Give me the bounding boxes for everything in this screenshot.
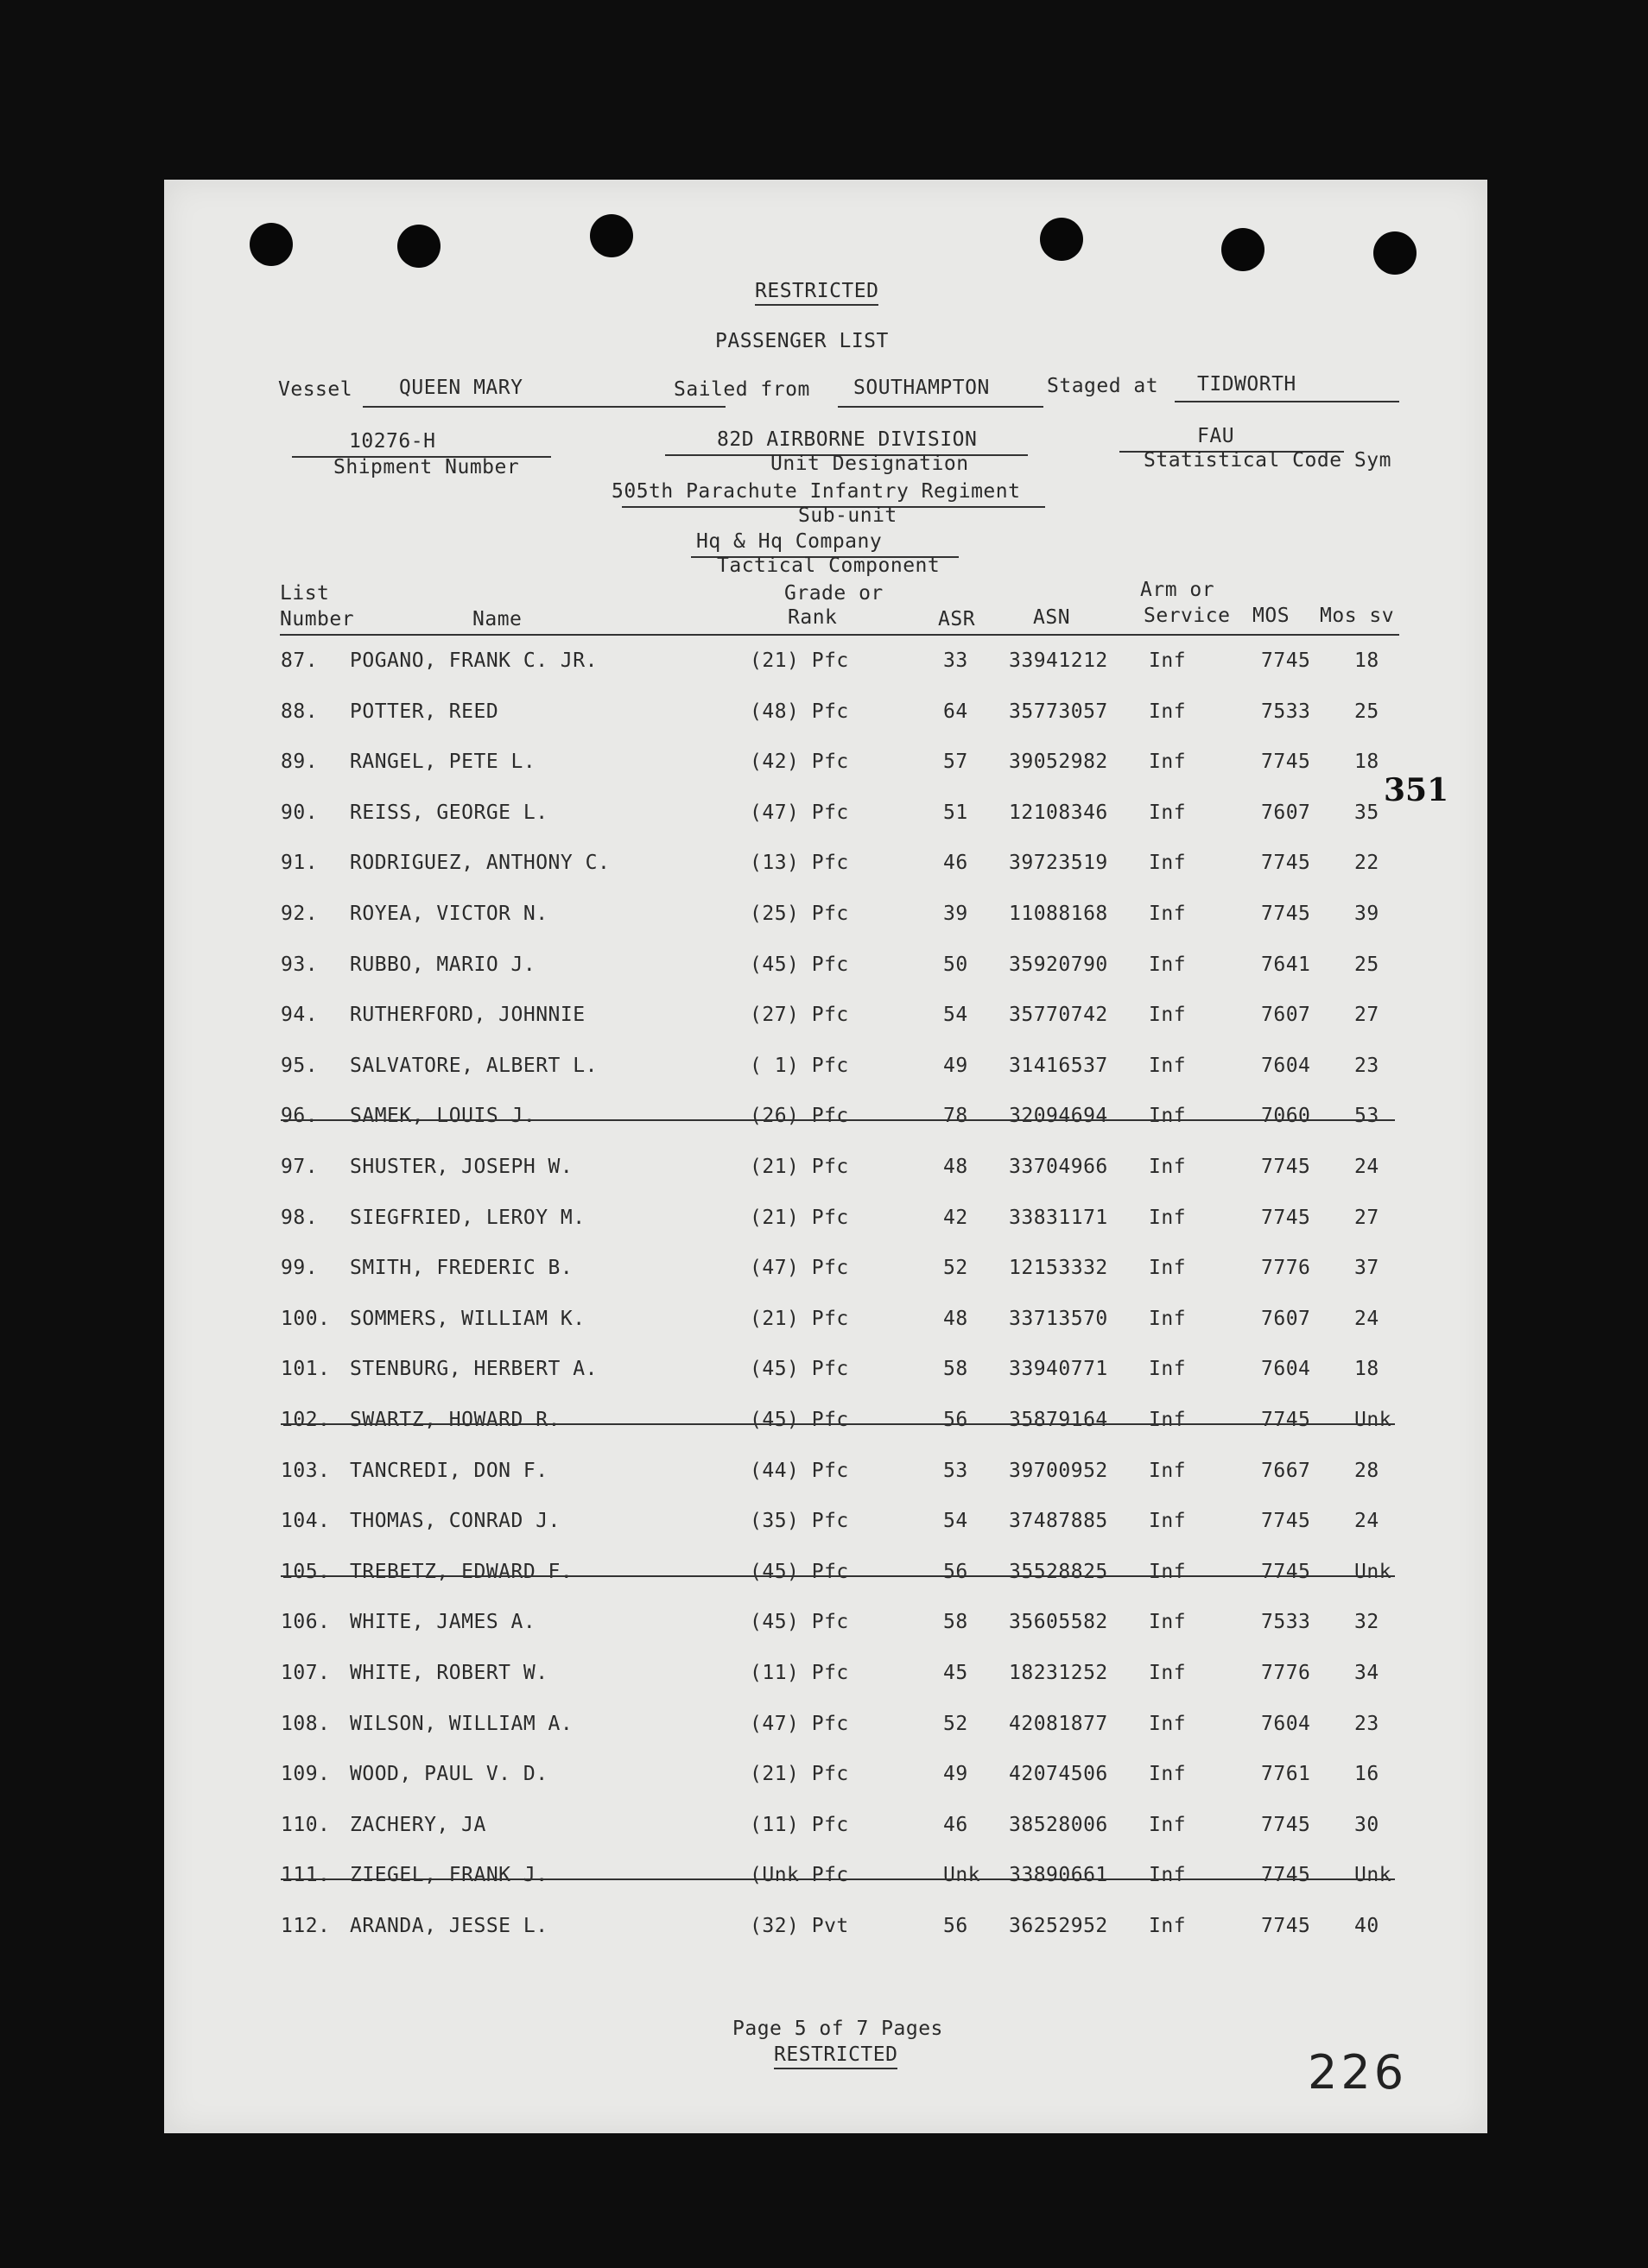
grade-rank: (32) Pvt	[750, 1915, 849, 1937]
asr-value: 51	[943, 801, 968, 824]
mos-value: 7745	[1261, 903, 1311, 925]
asr-value: 64	[943, 700, 968, 723]
asr-value: 56	[943, 1915, 968, 1937]
table-row	[164, 1561, 1487, 1595]
mos-service: 22	[1354, 852, 1379, 875]
code-value: FAU	[1197, 425, 1235, 447]
grade-rank: (11) Pfc	[750, 1813, 849, 1836]
asr-value: 56	[943, 1409, 968, 1431]
passenger-name: TREBETZ, EDWARD F.	[350, 1560, 574, 1583]
asn-value: 32094694	[1009, 1105, 1108, 1128]
asr-value: 58	[943, 1611, 968, 1634]
strikethrough-line	[281, 1575, 1395, 1577]
code-label: Statistical Code Sym	[1144, 449, 1391, 472]
punch-hole	[590, 214, 633, 257]
mos-service: 39	[1354, 903, 1379, 925]
asr-value: 46	[943, 1813, 968, 1836]
arm-service: Inf	[1149, 1864, 1187, 1887]
list-number: 103.	[281, 1459, 331, 1482]
passenger-name: SMITH, FREDERIC B.	[350, 1257, 574, 1280]
asn-value: 35770742	[1009, 1004, 1108, 1027]
asr-value: 42	[943, 1206, 968, 1229]
arm-service: Inf	[1149, 1611, 1187, 1634]
passenger-name: ZACHERY, JA	[350, 1813, 486, 1836]
mos-value: 7604	[1261, 1358, 1311, 1381]
punch-hole	[397, 225, 441, 268]
mos-value: 7745	[1261, 1206, 1311, 1229]
list-number: 97.	[281, 1156, 319, 1178]
mos-value: 7745	[1261, 751, 1311, 774]
list-number: 92.	[281, 903, 319, 925]
staged-underline	[1175, 401, 1399, 402]
mos-value: 7761	[1261, 1763, 1311, 1786]
list-number: 89.	[281, 751, 319, 774]
mos-service: 32	[1354, 1611, 1379, 1634]
passenger-name: SALVATORE, ALBERT L.	[350, 1054, 598, 1077]
mos-value: 7667	[1261, 1459, 1311, 1482]
col-mos: MOS	[1252, 605, 1290, 627]
arm-service: Inf	[1149, 1358, 1187, 1381]
table-row	[164, 852, 1487, 886]
table-row	[164, 700, 1487, 735]
arm-service: Inf	[1149, 700, 1187, 723]
grade-rank: (45) Pfc	[750, 953, 849, 976]
mos-value: 7607	[1261, 1004, 1311, 1027]
sailed-label: Sailed from	[674, 378, 810, 401]
unit-label: Unit Designation	[770, 453, 969, 475]
list-number: 105.	[281, 1560, 331, 1583]
asn-value: 42081877	[1009, 1712, 1108, 1735]
asn-value: 35773057	[1009, 700, 1108, 723]
tactical-label: Tactical Component	[717, 554, 941, 577]
table-row	[164, 953, 1487, 988]
passenger-name: RANGEL, PETE L.	[350, 751, 536, 774]
asr-value: 50	[943, 953, 968, 976]
asn-value: 42074506	[1009, 1763, 1108, 1786]
table-row	[164, 1105, 1487, 1139]
asr-value: 54	[943, 1510, 968, 1533]
punch-hole	[250, 223, 293, 266]
col-arm-2: Service	[1144, 605, 1231, 627]
classification-bottom: RESTRICTED	[774, 2043, 897, 2069]
asn-value: 33713570	[1009, 1307, 1108, 1330]
grade-rank: (21) Pfc	[750, 1307, 849, 1330]
passenger-name: RUTHERFORD, JOHNNIE	[350, 1004, 586, 1027]
list-number: 88.	[281, 700, 319, 723]
asn-value: 31416537	[1009, 1054, 1108, 1077]
sailed-value: SOUTHAMPTON	[853, 377, 990, 399]
arm-service: Inf	[1149, 1712, 1187, 1735]
mos-value: 7607	[1261, 801, 1311, 824]
grade-rank: (Unk Pfc	[750, 1864, 849, 1887]
table-row	[164, 1055, 1487, 1089]
mos-value: 7745	[1261, 1560, 1311, 1583]
grade-rank: (21) Pfc	[750, 649, 849, 672]
asr-value: 56	[943, 1560, 968, 1583]
grade-rank: (21) Pfc	[750, 1206, 849, 1229]
grade-rank: (11) Pfc	[750, 1662, 849, 1684]
grade-rank: (27) Pfc	[750, 1004, 849, 1027]
shipment-label: Shipment Number	[333, 456, 520, 478]
asn-value: 33831171	[1009, 1206, 1108, 1229]
grade-rank: (45) Pfc	[750, 1560, 849, 1583]
arm-service: Inf	[1149, 953, 1187, 976]
asr-value: 33	[943, 649, 968, 672]
asn-value: 35879164	[1009, 1409, 1108, 1431]
mos-service: Unk	[1354, 1409, 1392, 1431]
unit-value: 82D AIRBORNE DIVISION	[717, 428, 978, 451]
asr-value: 46	[943, 852, 968, 875]
asn-value: 12108346	[1009, 801, 1108, 824]
col-name: Name	[472, 608, 523, 630]
table-row	[164, 1864, 1487, 1898]
asr-value: 45	[943, 1662, 968, 1684]
table-row	[164, 1713, 1487, 1747]
arm-service: Inf	[1149, 1560, 1187, 1583]
arm-service: Inf	[1149, 649, 1187, 672]
col-arm-1: Arm or	[1140, 579, 1215, 601]
asn-value: 35920790	[1009, 953, 1108, 976]
document-page	[164, 180, 1487, 2133]
mos-service: 16	[1354, 1763, 1379, 1786]
col-asr: ASR	[938, 608, 976, 630]
passenger-name: SHUSTER, JOSEPH W.	[350, 1156, 574, 1178]
mos-service: 23	[1354, 1054, 1379, 1077]
grade-rank: (47) Pfc	[750, 801, 849, 824]
staged-label: Staged at	[1047, 375, 1159, 397]
arm-service: Inf	[1149, 751, 1187, 774]
arm-service: Inf	[1149, 1813, 1187, 1836]
asr-value: Unk	[943, 1864, 981, 1887]
strikethrough-line	[281, 1423, 1395, 1425]
mos-value: 7745	[1261, 1156, 1311, 1178]
mos-service: 40	[1354, 1915, 1379, 1937]
passenger-name: ROYEA, VICTOR N.	[350, 903, 548, 925]
mos-value: 7745	[1261, 1813, 1311, 1836]
table-row	[164, 1004, 1487, 1038]
asr-value: 57	[943, 751, 968, 774]
asn-value: 33941212	[1009, 649, 1108, 672]
col-asn: ASN	[1033, 606, 1071, 629]
mos-value: 7776	[1261, 1257, 1311, 1280]
asn-value: 12153332	[1009, 1257, 1108, 1280]
grade-rank: (25) Pfc	[750, 903, 849, 925]
asn-value: 39700952	[1009, 1459, 1108, 1482]
handwritten-number: 226	[1308, 2045, 1408, 2100]
vessel-label: Vessel	[278, 378, 353, 401]
arm-service: Inf	[1149, 1054, 1187, 1077]
asn-value: 36252952	[1009, 1915, 1108, 1937]
mos-service: 37	[1354, 1257, 1379, 1280]
strikethrough-line	[281, 1878, 1395, 1880]
mos-service: 18	[1354, 649, 1379, 672]
mos-service: 28	[1354, 1459, 1379, 1482]
arm-service: Inf	[1149, 1915, 1187, 1937]
col-list-number-1: List	[280, 582, 330, 605]
list-number: 110.	[281, 1813, 331, 1836]
table-row	[164, 1460, 1487, 1494]
col-list-number-2: Number	[280, 608, 355, 630]
page-number: Page 5 of 7 Pages	[732, 2018, 943, 2040]
stamp-number: 351	[1384, 772, 1449, 808]
mos-value: 7060	[1261, 1105, 1311, 1128]
subunit-label: Sub-unit	[798, 504, 897, 527]
list-number: 99.	[281, 1257, 319, 1280]
asn-value: 33940771	[1009, 1358, 1108, 1381]
list-number: 94.	[281, 1004, 319, 1027]
grade-rank: (42) Pfc	[750, 751, 849, 774]
list-number: 108.	[281, 1712, 331, 1735]
classification-top: RESTRICTED	[755, 280, 878, 306]
mos-value: 7604	[1261, 1712, 1311, 1735]
table-row	[164, 903, 1487, 937]
table-row	[164, 1358, 1487, 1392]
arm-service: Inf	[1149, 1206, 1187, 1229]
table-row	[164, 1409, 1487, 1443]
col-grade-1: Grade or	[784, 582, 884, 605]
grade-rank: (48) Pfc	[750, 700, 849, 723]
staged-value: TIDWORTH	[1197, 373, 1296, 396]
list-number: 112.	[281, 1915, 331, 1937]
table-row	[164, 1915, 1487, 1949]
asr-value: 48	[943, 1307, 968, 1330]
passenger-name: SIEGFRIED, LEROY M.	[350, 1206, 586, 1229]
mos-value: 7745	[1261, 649, 1311, 672]
arm-service: Inf	[1149, 1763, 1187, 1786]
list-number: 98.	[281, 1206, 319, 1229]
grade-rank: (45) Pfc	[750, 1409, 849, 1431]
mos-value: 7745	[1261, 1510, 1311, 1533]
passenger-name: RODRIGUEZ, ANTHONY C.	[350, 852, 611, 875]
passenger-name: POGANO, FRANK C. JR.	[350, 649, 598, 672]
arm-service: Inf	[1149, 1662, 1187, 1684]
grade-rank: (44) Pfc	[750, 1459, 849, 1482]
list-number: 104.	[281, 1510, 331, 1533]
column-heading-underline	[280, 634, 1399, 636]
list-number: 101.	[281, 1358, 331, 1381]
arm-service: Inf	[1149, 1004, 1187, 1027]
list-number: 93.	[281, 953, 319, 976]
mos-value: 7607	[1261, 1307, 1311, 1330]
strikethrough-line	[281, 1119, 1395, 1121]
shipment-number: 10276-H	[349, 430, 436, 453]
asn-value: 37487885	[1009, 1510, 1108, 1533]
table-row	[164, 1611, 1487, 1645]
mos-service: 18	[1354, 751, 1379, 774]
grade-rank: ( 1) Pfc	[750, 1054, 849, 1077]
table-row	[164, 1510, 1487, 1544]
mos-value: 7641	[1261, 953, 1311, 976]
mos-service: 27	[1354, 1206, 1379, 1229]
table-row	[164, 751, 1487, 785]
mos-service: 34	[1354, 1662, 1379, 1684]
grade-rank: (47) Pfc	[750, 1257, 849, 1280]
asr-value: 48	[943, 1156, 968, 1178]
col-mos-sv: Mos sv	[1320, 605, 1395, 627]
asn-value: 33890661	[1009, 1864, 1108, 1887]
arm-service: Inf	[1149, 1307, 1187, 1330]
asn-value: 18231252	[1009, 1662, 1108, 1684]
punch-hole	[1373, 231, 1417, 275]
mos-value: 7776	[1261, 1662, 1311, 1684]
passenger-name: ARANDA, JESSE L.	[350, 1915, 548, 1937]
passenger-name: WHITE, JAMES A.	[350, 1611, 536, 1634]
grade-rank: (26) Pfc	[750, 1105, 849, 1128]
asn-value: 11088168	[1009, 903, 1108, 925]
col-grade-2: Rank	[788, 606, 838, 629]
mos-service: 25	[1354, 700, 1379, 723]
mos-service: 27	[1354, 1004, 1379, 1027]
mos-service: 30	[1354, 1813, 1379, 1836]
asn-value: 38528006	[1009, 1813, 1108, 1836]
arm-service: Inf	[1149, 903, 1187, 925]
mos-service: 24	[1354, 1510, 1379, 1533]
mos-service: 53	[1354, 1105, 1379, 1128]
list-number: 96.	[281, 1105, 319, 1128]
asn-value: 35528825	[1009, 1560, 1108, 1583]
asr-value: 58	[943, 1358, 968, 1381]
list-number: 95.	[281, 1054, 319, 1077]
list-number: 106.	[281, 1611, 331, 1634]
punch-hole	[1221, 228, 1265, 271]
asn-value: 39723519	[1009, 852, 1108, 875]
document-title: PASSENGER LIST	[715, 330, 889, 352]
passenger-name: RUBBO, MARIO J.	[350, 953, 536, 976]
passenger-name: WILSON, WILLIAM A.	[350, 1712, 574, 1735]
mos-service: 24	[1354, 1307, 1379, 1330]
table-row	[164, 1308, 1487, 1342]
table-row	[164, 801, 1487, 836]
asr-value: 54	[943, 1004, 968, 1027]
list-number: 100.	[281, 1307, 331, 1330]
table-row	[164, 1257, 1487, 1291]
subunit-value: 505th Parachute Infantry Regiment	[612, 480, 1021, 503]
arm-service: Inf	[1149, 1510, 1187, 1533]
mos-service: 25	[1354, 953, 1379, 976]
arm-service: Inf	[1149, 801, 1187, 824]
mos-service: 18	[1354, 1358, 1379, 1381]
mos-value: 7533	[1261, 700, 1311, 723]
list-number: 90.	[281, 801, 319, 824]
grade-rank: (21) Pfc	[750, 1763, 849, 1786]
table-row	[164, 1814, 1487, 1848]
table-row	[164, 1207, 1487, 1241]
grade-rank: (35) Pfc	[750, 1510, 849, 1533]
asr-value: 78	[943, 1105, 968, 1128]
mos-value: 7604	[1261, 1054, 1311, 1077]
grade-rank: (21) Pfc	[750, 1156, 849, 1178]
mos-value: 7745	[1261, 1409, 1311, 1431]
passenger-name: SAMEK, LOUIS J.	[350, 1105, 536, 1128]
asr-value: 52	[943, 1257, 968, 1280]
vessel-underline	[363, 406, 726, 408]
arm-service: Inf	[1149, 1257, 1187, 1280]
asn-value: 33704966	[1009, 1156, 1108, 1178]
asr-value: 49	[943, 1054, 968, 1077]
punch-hole	[1040, 218, 1083, 261]
passenger-name: TANCREDI, DON F.	[350, 1459, 548, 1482]
arm-service: Inf	[1149, 1105, 1187, 1128]
mos-service: 23	[1354, 1712, 1379, 1735]
passenger-name: WHITE, ROBERT W.	[350, 1662, 548, 1684]
mos-service: Unk	[1354, 1560, 1392, 1583]
mos-value: 7745	[1261, 852, 1311, 875]
list-number: 102.	[281, 1409, 331, 1431]
vessel-value: QUEEN MARY	[399, 377, 523, 399]
asn-value: 35605582	[1009, 1611, 1108, 1634]
passenger-name: SWARTZ, HOWARD R.	[350, 1409, 561, 1431]
mos-value: 7745	[1261, 1864, 1311, 1887]
asr-value: 49	[943, 1763, 968, 1786]
list-number: 111.	[281, 1864, 331, 1887]
passenger-name: STENBURG, HERBERT A.	[350, 1358, 598, 1381]
list-number: 109.	[281, 1763, 331, 1786]
passenger-name: THOMAS, CONRAD J.	[350, 1510, 561, 1533]
arm-service: Inf	[1149, 852, 1187, 875]
asr-value: 39	[943, 903, 968, 925]
arm-service: Inf	[1149, 1459, 1187, 1482]
mos-service: Unk	[1354, 1864, 1392, 1887]
asr-value: 52	[943, 1712, 968, 1735]
arm-service: Inf	[1149, 1156, 1187, 1178]
list-number: 107.	[281, 1662, 331, 1684]
table-row	[164, 1763, 1487, 1797]
arm-service: Inf	[1149, 1409, 1187, 1431]
asr-value: 53	[943, 1459, 968, 1482]
mos-service: 24	[1354, 1156, 1379, 1178]
sailed-underline	[838, 406, 1043, 408]
grade-rank: (47) Pfc	[750, 1712, 849, 1735]
list-number: 91.	[281, 852, 319, 875]
mos-value: 7533	[1261, 1611, 1311, 1634]
list-number: 87.	[281, 649, 319, 672]
mos-value: 7745	[1261, 1915, 1311, 1937]
table-row	[164, 649, 1487, 684]
asn-value: 39052982	[1009, 751, 1108, 774]
tactical-value: Hq & Hq Company	[696, 530, 883, 553]
table-row	[164, 1662, 1487, 1696]
mos-service: 35	[1354, 801, 1379, 824]
grade-rank: (13) Pfc	[750, 852, 849, 875]
table-row	[164, 1156, 1487, 1190]
grade-rank: (45) Pfc	[750, 1611, 849, 1634]
passenger-name: SOMMERS, WILLIAM K.	[350, 1307, 586, 1330]
passenger-name: WOOD, PAUL V. D.	[350, 1763, 548, 1786]
passenger-name: ZIEGEL, FRANK J.	[350, 1864, 548, 1887]
passenger-name: POTTER, REED	[350, 700, 499, 723]
grade-rank: (45) Pfc	[750, 1358, 849, 1381]
passenger-name: REISS, GEORGE L.	[350, 801, 548, 824]
